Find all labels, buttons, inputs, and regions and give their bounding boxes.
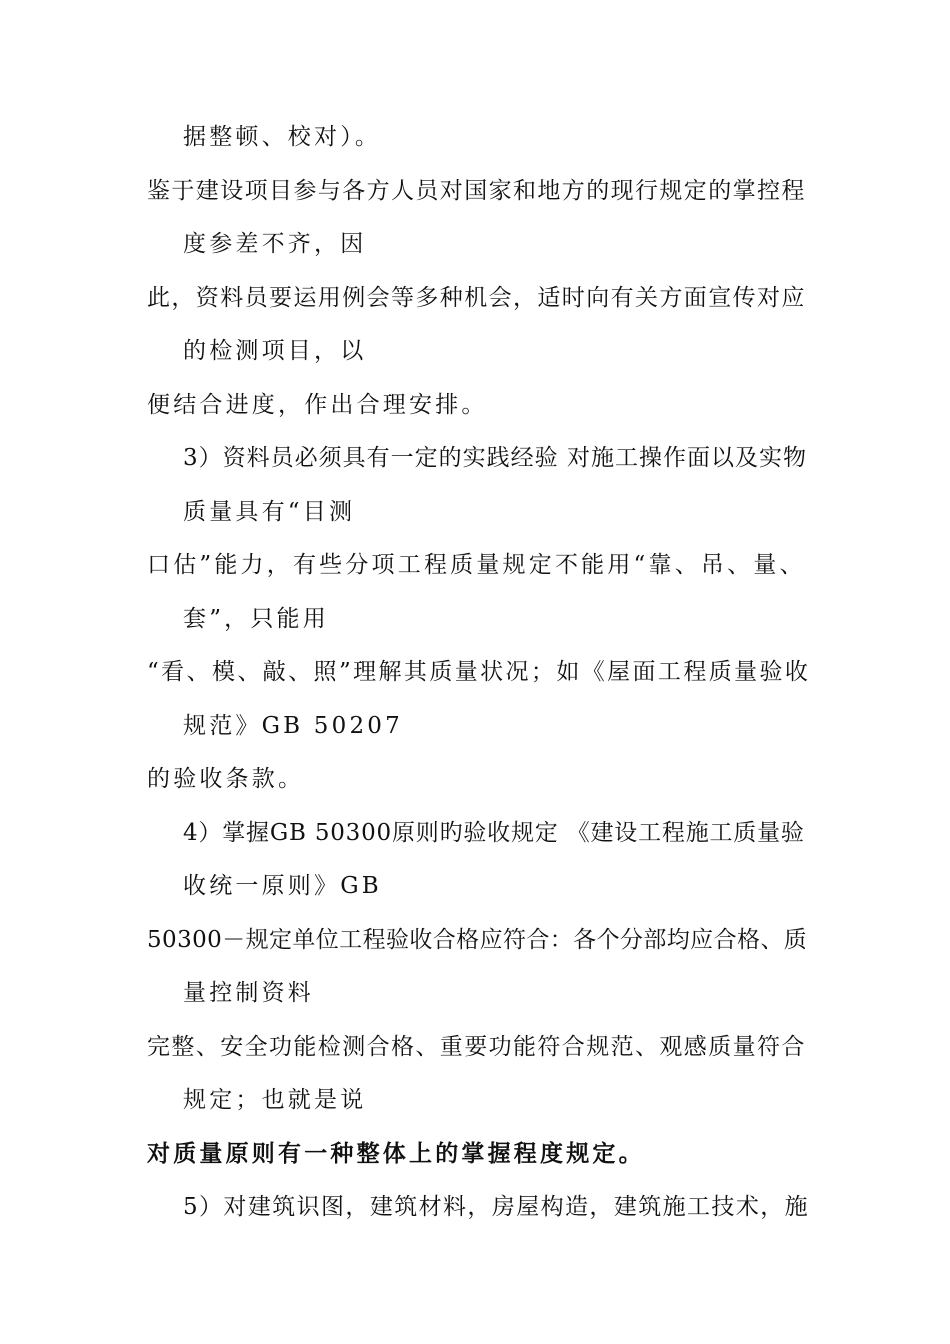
text-line: 的验收条款。: [147, 766, 305, 792]
text-line: 此，资料员要运用例会等多种机会，适时向有关方面宣传对应: [147, 285, 806, 311]
text-line-bold: 对质量原则有一种整体上的掌握程度规定。: [147, 1140, 645, 1167]
text-line: 收统一原则》GB: [183, 873, 382, 899]
text-line: 便结合进度，作出合理安排。: [147, 392, 488, 418]
text-line: 口估”能力，有些分项工程质量规定不能用“靠、吊、量、: [147, 552, 806, 578]
text-line: 据整顿、校对）。: [183, 124, 382, 150]
text-line: 3）资料员必须具有一定的实践经验 对施工操作面以及实物: [183, 445, 807, 471]
text-line: 4）掌握GB 50300原则旳验收规定 《建设工程施工质量验: [183, 820, 805, 846]
text-line: 套”，只能用: [183, 606, 329, 632]
text-line: 量控制资料: [183, 980, 314, 1006]
text-line: 规范》GB 50207: [183, 713, 403, 739]
text-line: 50300－规定单位工程验收合格应符合：各个分部均应合格、质: [147, 927, 808, 953]
text-line: 的检测项目，以: [183, 338, 367, 364]
text-line: 完整、安全功能检测合格、重要功能符合规范、观感质量符合: [147, 1034, 806, 1060]
text-line: 规定；也就是说: [183, 1087, 367, 1113]
text-line: “看、模、敲、照”理解其质量状况；如《屋面工程质量验收: [147, 659, 811, 685]
text-line: 鉴于建设项目参与各方人员对国家和地方的现行规定的掌控程: [147, 178, 806, 204]
text-line: 5）对建筑识图，建筑材料，房屋构造，建筑施工技术，施: [183, 1194, 810, 1220]
text-line: 度参差不齐，因: [183, 231, 367, 257]
text-line: 质量具有“目测: [183, 499, 356, 525]
